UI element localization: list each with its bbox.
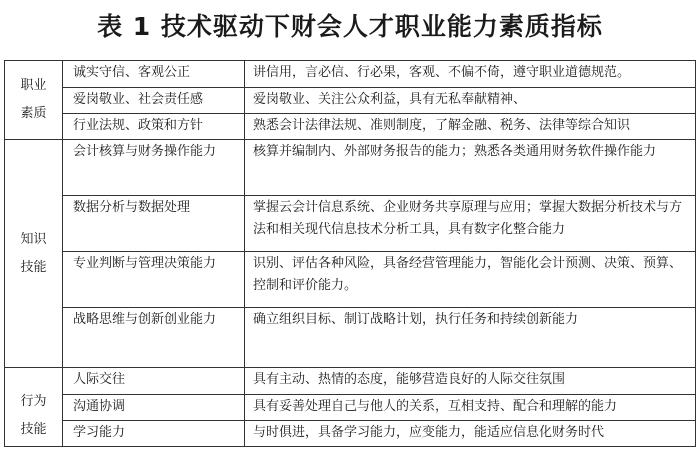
- description-cell: 具有妥善处理自己与他人的关系，互相支持、配合和理解的能力: [245, 395, 696, 421]
- item-cell: 数据分析与数据处理: [63, 196, 245, 252]
- table-row: [5, 368, 696, 395]
- description-cell: 确立组织目标、制订战略计划，执行任务和持续创新能力: [245, 308, 696, 368]
- table-row: [5, 140, 696, 196]
- table-row: [5, 252, 696, 308]
- table-row: [5, 395, 696, 421]
- item-cell: 专业判断与管理决策能力: [63, 252, 245, 308]
- table-title: 表 1 技术驱动下财会人才职业能力素质指标: [97, 12, 603, 41]
- description-cell: 爱岗敬业、关注公众利益，具有无私奉献精神、: [245, 88, 696, 114]
- description-cell: 讲信用，言必信、行必果，客观、不偏不倚，遵守职业道德规范。: [245, 61, 696, 88]
- item-cell: 战略思维与创新创业能力: [63, 308, 245, 368]
- description-cell: 熟悉会计法律法规、准则制度，了解金融、税务、法律等综合知识: [245, 114, 696, 140]
- description-cell: 掌握云会计信息系统、企业财务共享原理与应用；掌握大数据分析技术与方法和相关现代信息技术分析工具，具有数字化整合能力: [245, 196, 696, 252]
- item-cell: 行业法规、政策和方针: [63, 114, 245, 140]
- description-cell: 与时俱进，具备学习能力，应变能力，能适应信息化财务时代: [245, 421, 696, 447]
- category-label-line: 职业: [20, 78, 47, 93]
- category-label-line: 行为: [20, 394, 47, 409]
- indicator-table: [4, 60, 696, 447]
- item-cell: 学习能力: [63, 421, 245, 447]
- category-cell: [5, 140, 63, 368]
- table-row: [5, 61, 696, 88]
- item-cell: 爱岗敬业、社会责任感: [63, 88, 245, 114]
- table-row: [5, 308, 696, 368]
- description-cell: 识别、评估各种风险，具备经营管理能力，智能化会计预测、决策、预算、控制和评价能力。: [245, 252, 696, 308]
- category-label-line: 技能: [20, 422, 47, 437]
- description-cell: 核算并编制内、外部财务报告的能力；熟悉各类通用财务软件操作能力: [245, 140, 696, 196]
- category-label-line: 技能: [20, 259, 47, 275]
- item-cell: 会计核算与财务操作能力: [63, 140, 245, 196]
- item-cell: 诚实守信、客观公正: [63, 61, 245, 88]
- table-row: [5, 114, 696, 140]
- item-cell: 人际交往: [63, 368, 245, 395]
- category-cell: [5, 368, 63, 447]
- item-cell: 沟通协调: [63, 395, 245, 421]
- category-label-line: 素质: [20, 106, 47, 121]
- category-label-line: 知识: [20, 231, 47, 247]
- category-cell: [5, 61, 63, 140]
- table-row: [5, 421, 696, 447]
- table-row: [5, 88, 696, 114]
- description-cell: 具有主动、热情的态度，能够营造良好的人际交往氛围: [245, 368, 696, 395]
- table-row: [5, 196, 696, 252]
